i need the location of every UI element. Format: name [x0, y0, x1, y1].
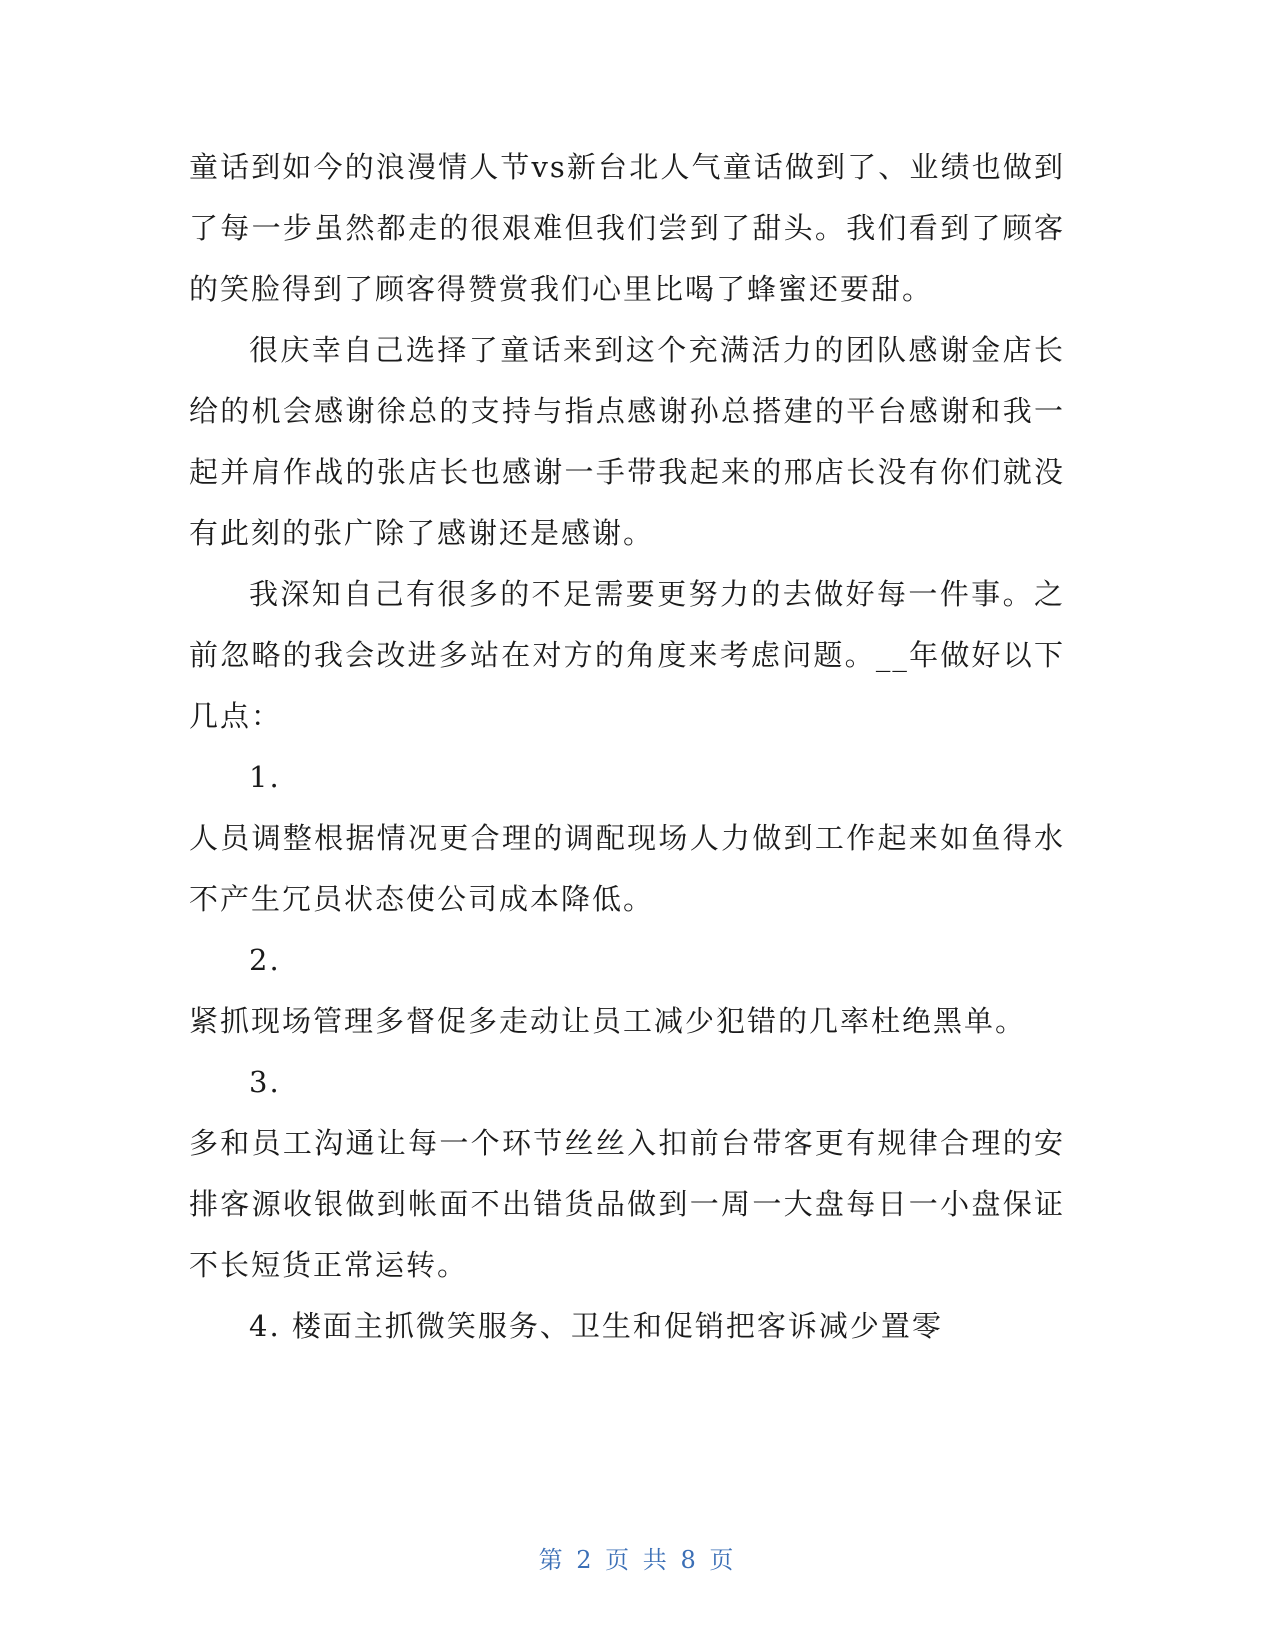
list-item-3-text: 多和员工沟通让每一个环节丝丝入扣前台带客更有规律合理的安排客源收银做到帐面不出错货品做到一周一大盘每日一小盘保证不长短货正常运转。	[189, 1126, 1065, 1282]
list-number-2: 2.	[249, 943, 281, 977]
paragraph-3: 我深知自己有很多的不足需要更努力的去做好每一件事。之前忽略的我会改进多站在对方的角度来考虑问题。__年做好以下几点：	[189, 577, 1065, 733]
paragraph-2: 很庆幸自己选择了童话来到这个充满活力的团队感谢金店长给的机会感谢徐总的支持与指点感谢孙总搭建的平台感谢和我一起并肩作战的张店长也感谢一手带我起来的邢店长没有你们就没有此刻的张广除了感谢还是感谢。	[189, 333, 1065, 550]
page-footer: 第 2 页 共 8 页	[538, 1546, 737, 1574]
list-item-4: 4. 楼面主抓微笑服务、卫生和促销把客诉减少置零	[249, 1309, 943, 1343]
paragraph-1: 童话到如今的浪漫情人节vs新台北人气童话做到了、业绩也做到了每一步虽然都走的很艰难但我们尝到了甜头。我们看到了顾客的笑脸得到了顾客得赞赏我们心里比喝了蜂蜜还要甜。	[189, 150, 1065, 306]
list-item-2-text: 紧抓现场管理多督促多走动让员工减少犯错的几率杜绝黑单。	[189, 1004, 1027, 1038]
list-number-1: 1.	[249, 760, 281, 794]
list-number-3: 3.	[249, 1065, 281, 1099]
document-body	[189, 137, 1065, 1357]
list-item-1-text: 人员调整根据情况更合理的调配现场人力做到工作起来如鱼得水不产生冗员状态使公司成本降低。	[189, 821, 1065, 916]
